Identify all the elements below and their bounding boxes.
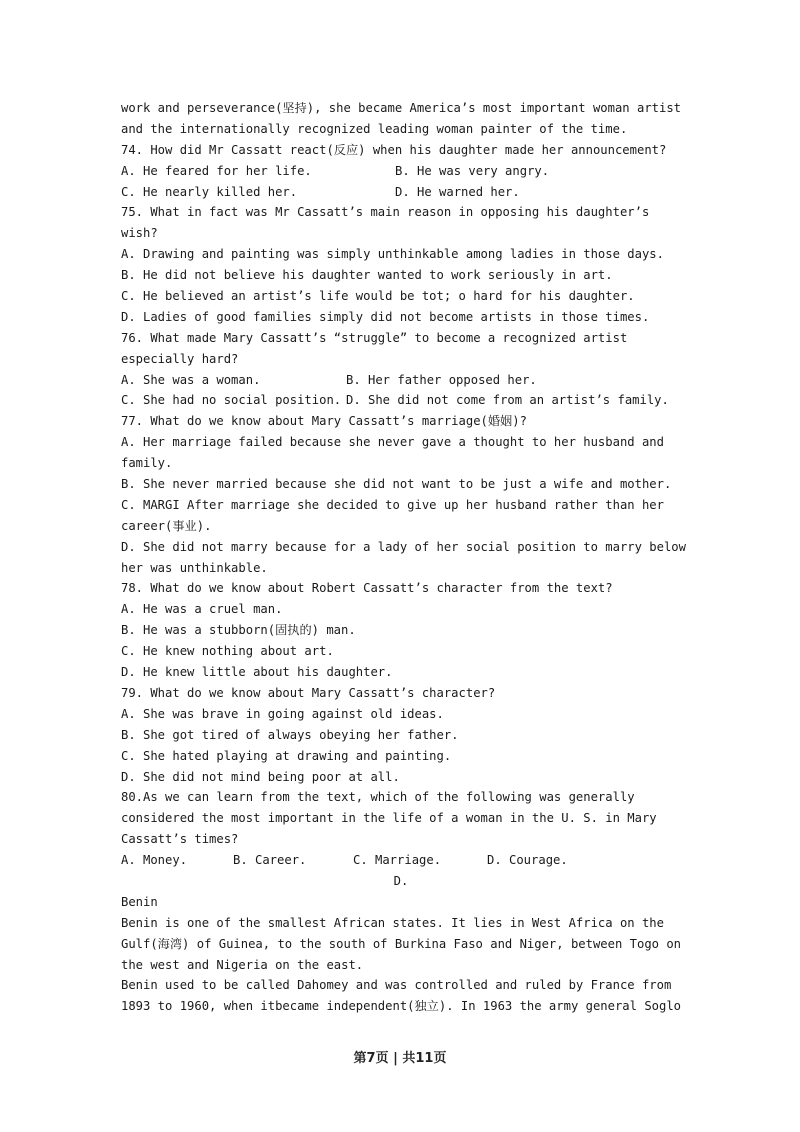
q77-option-c: C. MARGI After marriage she decided to give up her husband rather than her xyxy=(121,497,664,512)
q74-options-row-2 xyxy=(121,182,681,203)
text-line: considered the most important in the life of a woman in the U. S. in Mary xyxy=(121,811,657,826)
passage-line: Benin is one of the smallest African states. It lies in West Africa on the xyxy=(121,915,664,930)
q79-option-d: D. She did not mind being poor at all. xyxy=(121,769,400,784)
q74-option-c: C. He nearly killed her. xyxy=(121,184,298,199)
q79-option-c: C. She hated playing at drawing and painting. xyxy=(121,748,452,763)
q76-option-c: C. She had no social position. xyxy=(121,393,342,408)
page-content xyxy=(121,98,686,1017)
q80-option-c: C. Marriage. xyxy=(353,853,442,868)
q80-option-d: D. Courage. xyxy=(487,853,568,868)
q77-option-b: B. She never married because she did not want to be just a wife and mother. xyxy=(121,477,672,492)
text-line: Cassatt’s times? xyxy=(121,832,239,847)
question-76: 76. What made Mary Cassatt’s “struggle” to become a recognized artist xyxy=(121,330,628,345)
q78-option-d: D. He knew little about his daughter. xyxy=(121,665,393,680)
q77-option-a: A. Her marriage failed because she never gave a thought to her husband and xyxy=(121,435,664,450)
q74-options-row-1 xyxy=(121,161,681,182)
q75-option-c: C. He believed an artist’s life would be tot; o hard for his daughter. xyxy=(121,289,635,304)
question-80: 80.As we can learn from the text, which of the following was generally xyxy=(121,790,635,805)
q77-option-d: D. She did not marry because for a lady of her social position to marry below xyxy=(121,539,686,554)
text-line: career(事业). xyxy=(121,518,212,533)
text-line: her was unthinkable. xyxy=(121,560,268,575)
q78-option-c: C. He knew nothing about art. xyxy=(121,644,334,659)
passage-line: Benin used to be called Dahomey and was controlled and ruled by France from xyxy=(121,978,672,993)
page-footer: 第7页 | 共11页 xyxy=(353,1051,447,1066)
question-75: 75. What in fact was Mr Cassatt’s main reason in opposing his daughter’s xyxy=(121,205,650,220)
q80-option-b: B. Career. xyxy=(233,853,307,868)
q76-option-b: B. Her father opposed her. xyxy=(346,372,537,387)
question-79: 79. What do we know about Mary Cassatt’s character? xyxy=(121,685,496,700)
q79-option-a: A. She was brave in going against old ideas. xyxy=(121,706,444,721)
q76-option-d: D. She did not come from an artist’s family. xyxy=(346,393,669,408)
q80-option-a: A. Money. xyxy=(121,853,188,868)
q75-option-b: B. He did not believe his daughter wanted to work seriously in art. xyxy=(121,268,613,283)
passage-line: the west and Nigeria on the east. xyxy=(121,957,364,972)
text-line: especially hard? xyxy=(121,351,239,366)
passage-line: Gulf(海湾) of Guinea, to the south of Burkina Faso and Niger, between Togo on xyxy=(121,936,682,951)
q80-options-row xyxy=(121,850,681,871)
q76-options-row-1 xyxy=(121,370,681,391)
q78-option-a: A. He was a cruel man. xyxy=(121,602,283,617)
text-line: family. xyxy=(121,456,173,471)
q76-options-row-2 xyxy=(121,390,681,411)
section-heading: D. xyxy=(393,873,409,888)
q74-option-d: D. He warned her. xyxy=(395,184,520,199)
q74-option-b: B. He was very angry. xyxy=(395,163,550,178)
q75-option-d: D. Ladies of good families simply did not become artists in those times. xyxy=(121,309,650,324)
q78-option-b: B. He was a stubborn(固执的) man. xyxy=(121,623,356,638)
question-74: 74. How did Mr Cassatt react(反应) when his daughter made her announcement? xyxy=(121,142,667,157)
question-78: 78. What do we know about Robert Cassatt’s character from the text? xyxy=(121,581,613,596)
q74-option-a: A. He feared for her life. xyxy=(121,163,312,178)
passage-title: Benin xyxy=(121,894,158,909)
text-line: and the internationally recognized leading woman painter of the time. xyxy=(121,121,628,136)
text-line: work and perseverance(坚持), she became America’s most important woman artist xyxy=(121,101,682,115)
text-line: wish? xyxy=(121,226,158,241)
q76-option-a: A. She was a woman. xyxy=(121,372,261,387)
q79-option-b: B. She got tired of always obeying her father. xyxy=(121,727,459,742)
passage-line: 1893 to 1960, when itbecame independent(独立). In 1963 the army general Soglo xyxy=(121,999,682,1014)
question-77: 77. What do we know about Mary Cassatt’s marriage(婚姻)? xyxy=(121,414,527,429)
q75-option-a: A. Drawing and painting was simply unthinkable among ladies in those days. xyxy=(121,247,664,262)
